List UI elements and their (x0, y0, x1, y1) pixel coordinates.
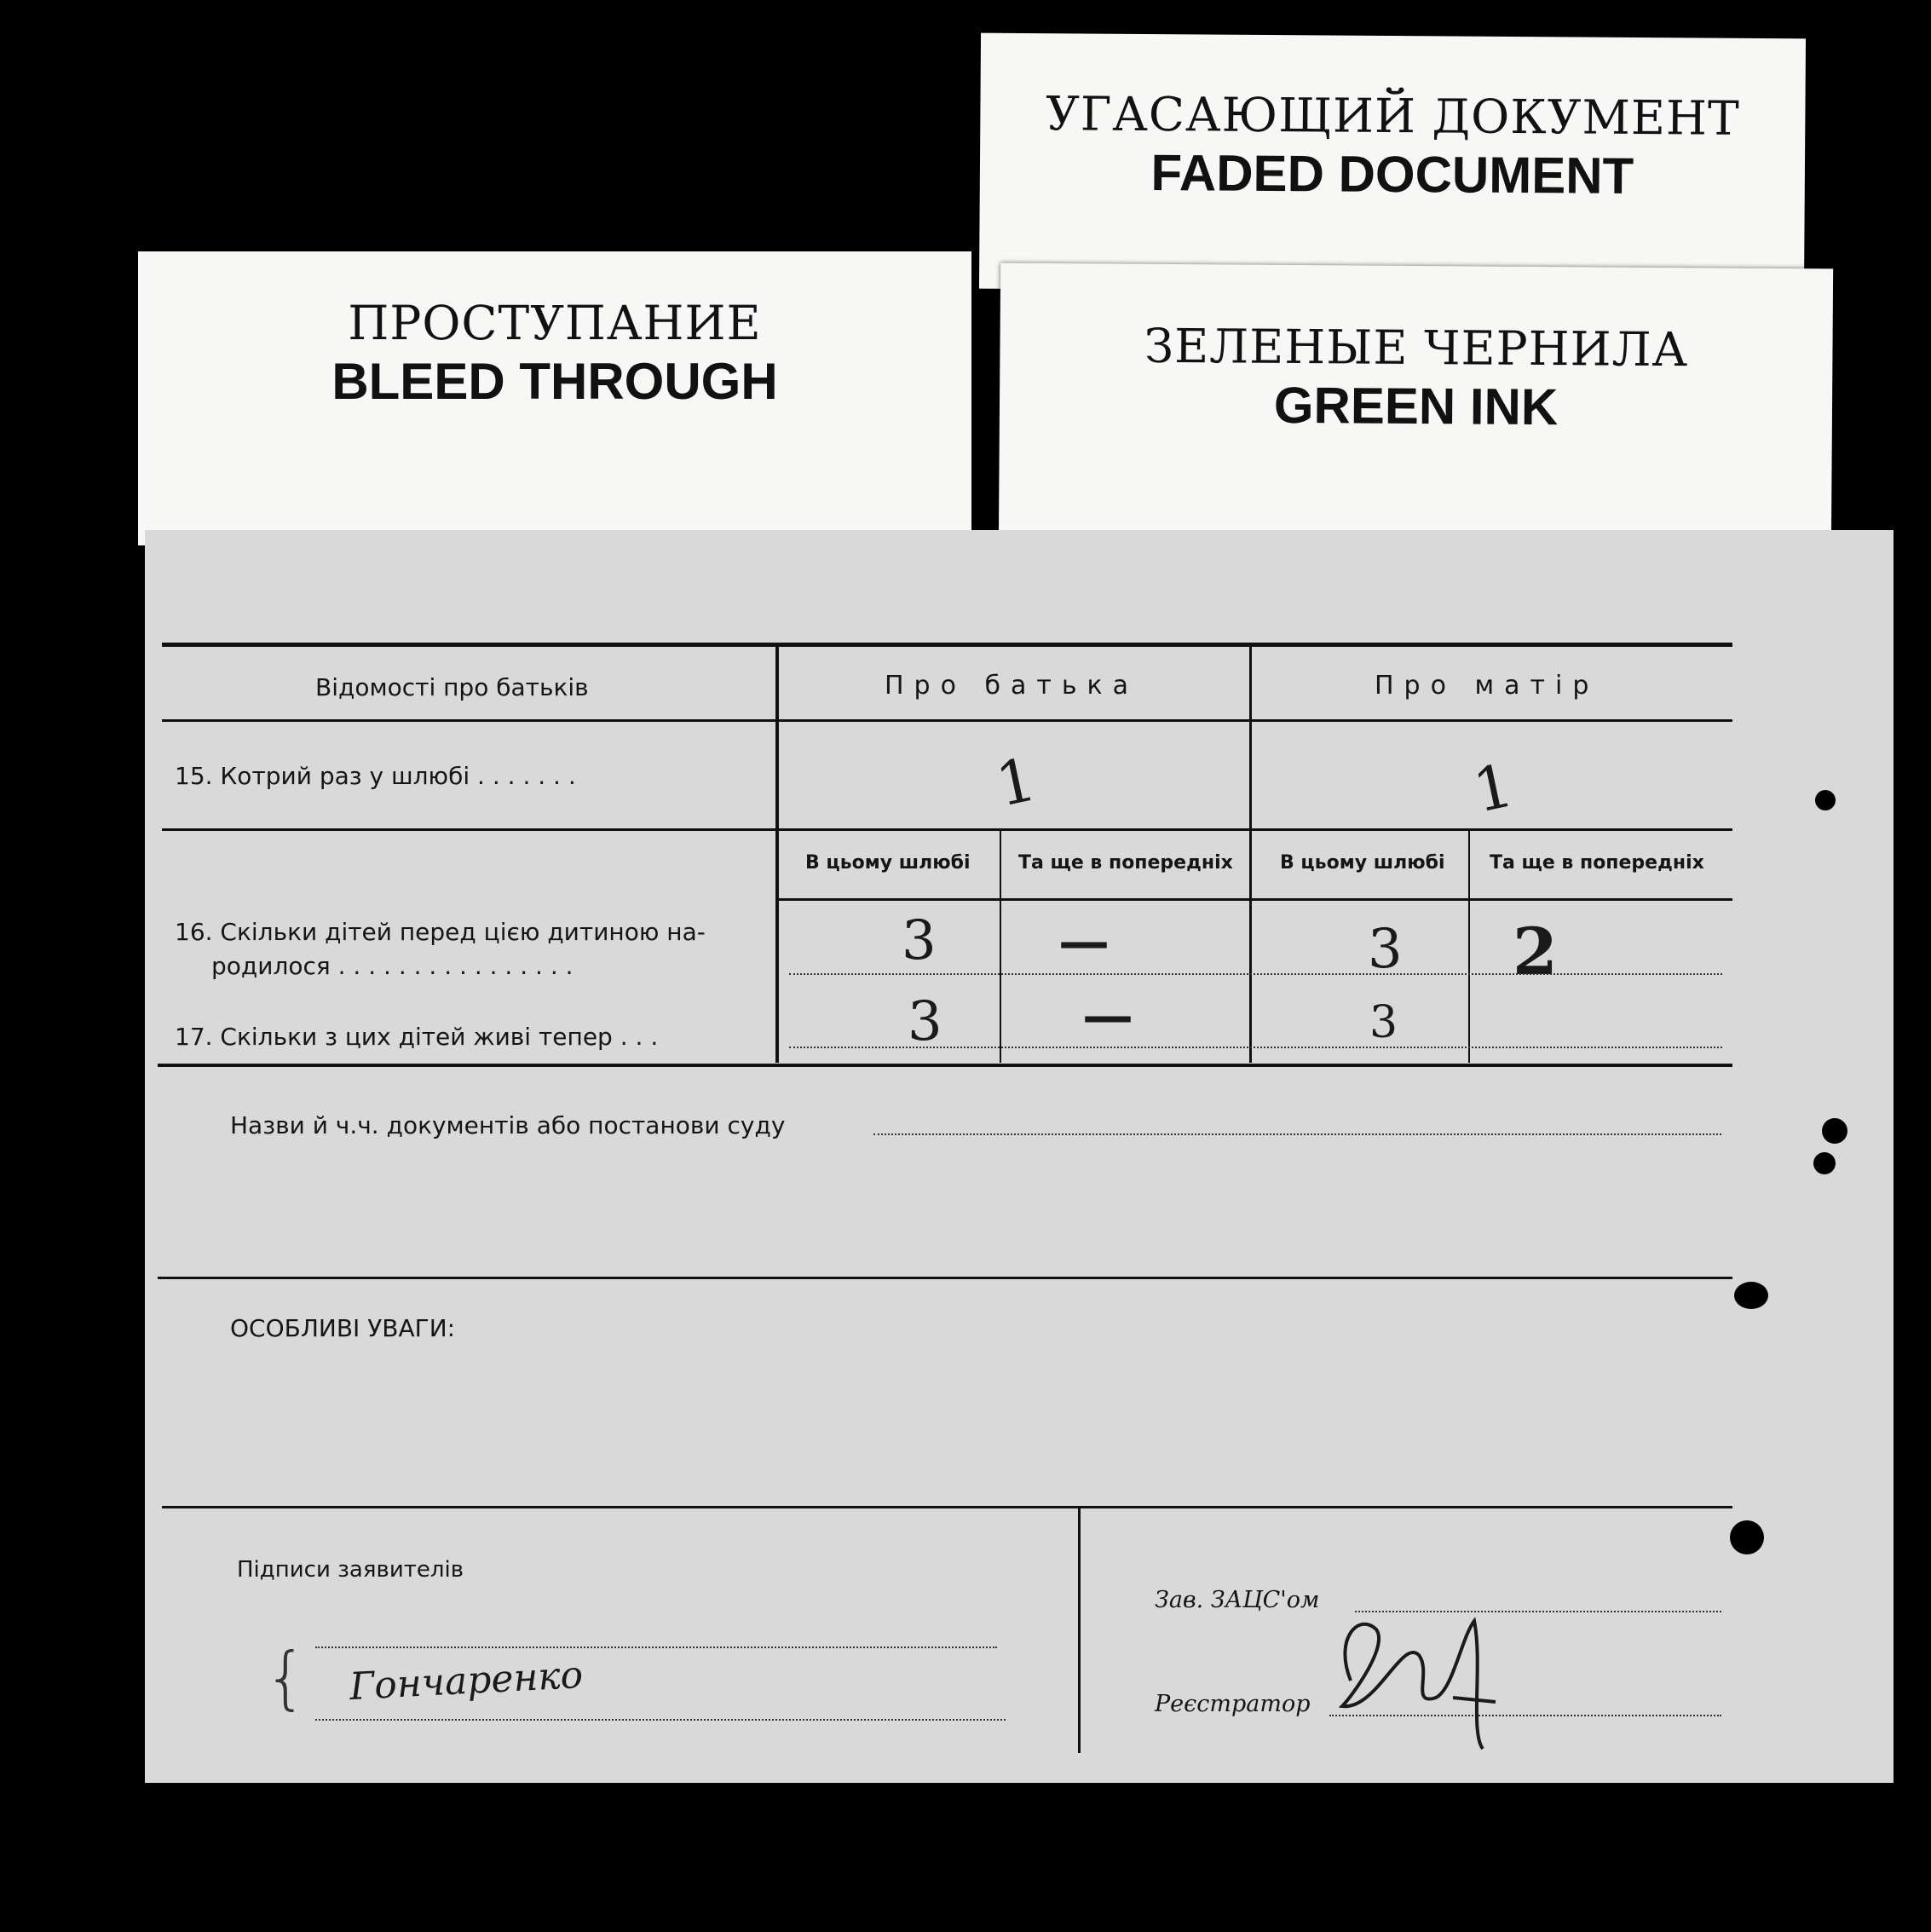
header-rule (162, 719, 1732, 722)
signature-brace: { (264, 1638, 308, 1717)
row15-father-value: 1 (989, 744, 1042, 821)
header-parents-info: Відомості про батьків (315, 673, 589, 701)
green-ink-card (999, 263, 1833, 555)
row15-rule (162, 828, 1732, 831)
green-card-english: GREEN INK (1273, 376, 1559, 436)
top-rule (162, 643, 1732, 647)
row16-mother-this: 3 (1368, 918, 1403, 981)
row15-mother-value: 1 (1467, 750, 1519, 827)
faded-card-russian: УГАСАЮЩИЙ ДОКУМЕНТ (1045, 86, 1740, 146)
divider-col2 (1249, 645, 1252, 1063)
signature-dotline-1 (315, 1647, 997, 1648)
remarks-label: ОСОБЛИВІ УВАГИ: (230, 1314, 456, 1342)
row16-father-this: 3 (902, 909, 937, 972)
row17-father-this: 3 (908, 990, 942, 1053)
signatures-label: Підписи заявителів (237, 1557, 464, 1583)
row17-dotline (789, 1047, 1722, 1048)
subheader-divider-father (1000, 828, 1001, 1063)
row17-father-prev: — (1082, 986, 1133, 1046)
signature-divider (1078, 1506, 1081, 1753)
bleed-card-russian: ПРОСТУПАНИЕ (348, 296, 762, 350)
faded-document-card (979, 33, 1806, 295)
head-label: Зав. ЗАЦС'ом (1155, 1587, 1320, 1613)
subheader-divider-mother (1468, 828, 1470, 1063)
row16-father-dotline (789, 973, 1722, 975)
mother-this-marriage-header: В цьому шлюбі (1280, 852, 1445, 874)
header-about-mother: Про матір (1375, 671, 1600, 701)
faded-card-english: FADED DOCUMENT (1150, 144, 1634, 205)
row16-father-prev: — (1058, 912, 1110, 972)
row16-mother-prev: 2 (1513, 914, 1558, 989)
subheader-rule (777, 898, 1732, 901)
father-previous-header: Та ще в попередніх (1018, 852, 1233, 874)
row17-mother-this: 3 (1369, 997, 1398, 1048)
binding-hole-4 (1734, 1282, 1768, 1309)
green-card-russian: ЗЕЛЕНЫЕ ЧЕРНИЛА (1144, 318, 1689, 378)
applicant-signature: Гончаренко (348, 1652, 585, 1710)
signature-dotline-2 (315, 1719, 1006, 1721)
documents-label: Назви й ч.ч. документів або постанови суду (230, 1111, 786, 1139)
row16-label-line2: родилося . . . . . . . . . . . . . . . . (211, 952, 574, 980)
registrar-label: Реєстратор (1155, 1691, 1311, 1717)
row17-label: 17. Скільки з цих дітей живі тепер . . . (175, 1023, 659, 1051)
binding-hole-1 (1815, 790, 1836, 810)
row15-label: 15. Котрий раз у шлюбі . . . . . . . (175, 762, 576, 790)
documents-rule (158, 1277, 1732, 1279)
header-about-father: Про батька (885, 671, 1139, 701)
documents-dotline (873, 1133, 1721, 1135)
remarks-rule (162, 1506, 1732, 1508)
bleed-through-card (138, 251, 971, 545)
mother-previous-header: Та ще в попередніх (1490, 852, 1704, 874)
table-bottom-rule (158, 1064, 1732, 1067)
binding-hole-3 (1813, 1152, 1836, 1174)
bleed-card-english: BLEED THROUGH (331, 353, 778, 410)
binding-hole-5 (1730, 1520, 1764, 1554)
binding-hole-2 (1822, 1118, 1847, 1144)
divider-col1 (775, 645, 779, 1063)
registrar-signature (1325, 1604, 1504, 1757)
birth-record-form (145, 530, 1894, 1783)
father-this-marriage-header: В цьому шлюбі (805, 852, 971, 874)
row16-label-line1: 16. Скільки дітей перед цією дитиною на- (175, 918, 706, 946)
